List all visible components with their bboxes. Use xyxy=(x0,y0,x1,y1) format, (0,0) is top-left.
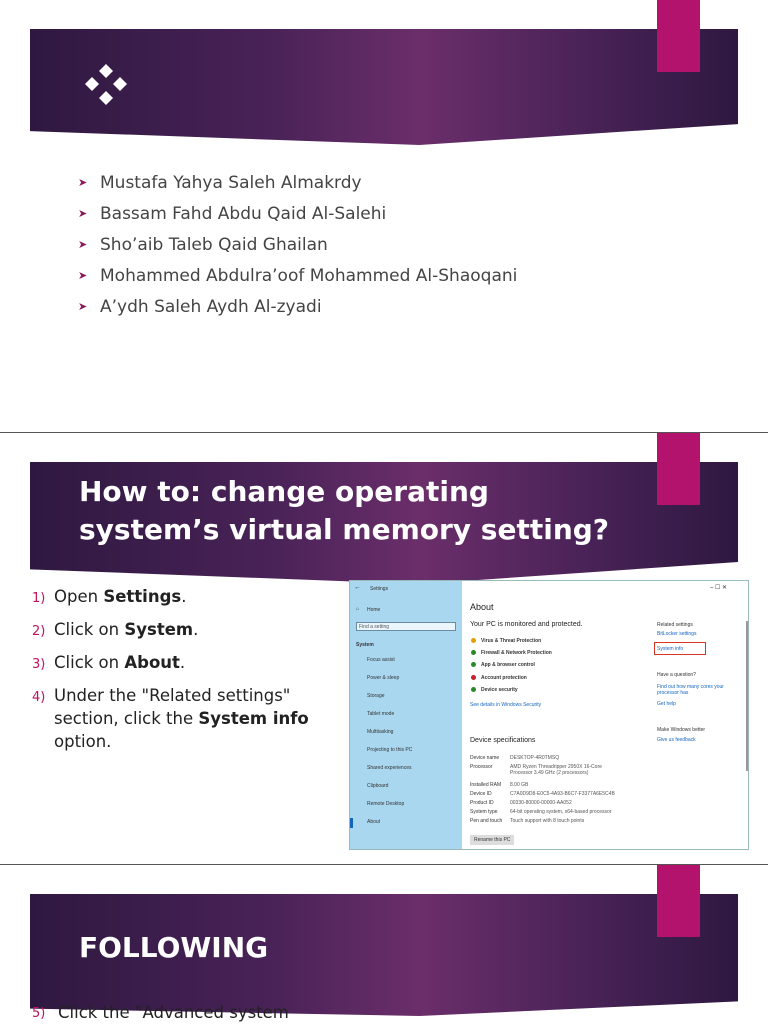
sidebar-item: Storage xyxy=(367,693,385,699)
arrow-bullet-icon: ➤ xyxy=(78,268,88,282)
spec-label: System type xyxy=(470,809,498,815)
arrow-bullet-icon: ➤ xyxy=(78,175,88,189)
list-item xyxy=(78,229,517,260)
rename-pc-label: Rename this PC xyxy=(474,837,511,843)
step-text-part: . xyxy=(181,587,187,606)
step-text xyxy=(54,618,198,643)
step-number: 4) xyxy=(32,690,46,705)
step-bold-term: System xyxy=(124,620,194,639)
spec-label: Product ID xyxy=(470,800,494,806)
error-icon xyxy=(471,675,476,680)
check-icon xyxy=(471,662,476,667)
author-list xyxy=(78,167,517,322)
step-number: 5) xyxy=(32,1006,46,1021)
feedback-link: Give us feedback xyxy=(657,737,696,743)
slide-title-line: How to: change operating xyxy=(79,475,489,508)
author-name: Bassam Fahd Abdu Qaid Al-Salehi xyxy=(100,203,387,224)
spec-value: 8.00 GB xyxy=(510,782,529,788)
spec-label: Pen and touch xyxy=(470,818,503,824)
spec-value: 64-bit operating system, x64-based processor xyxy=(510,809,612,815)
specs-heading: Device specifications xyxy=(470,737,536,744)
sidebar-home: Home xyxy=(367,607,381,613)
step-item xyxy=(32,618,322,643)
check-icon xyxy=(471,687,476,692)
slide-3 xyxy=(0,865,768,1024)
spec-label: Device ID xyxy=(470,791,492,797)
search-placeholder: Find a setting xyxy=(359,624,390,630)
step-text-part: Open xyxy=(54,587,104,606)
settings-window-screenshot xyxy=(349,580,749,850)
step-number: 3) xyxy=(32,657,46,672)
sidebar-item: Power & sleep xyxy=(367,675,400,681)
step-text-part: Under the "Related settings" section, click the xyxy=(54,686,291,728)
back-arrow-icon: ← xyxy=(354,584,361,591)
list-item xyxy=(78,167,517,198)
spec-value: AMD Ryzen Threadripper 2950X 16-Core Processor 3.49 GHz (2 processors) xyxy=(510,764,602,776)
help-link: Find out how many cores your processor has xyxy=(657,684,724,696)
spec-label: Installed RAM xyxy=(470,782,502,788)
security-details-link: See details in Windows Security xyxy=(470,702,542,708)
step-text-part: . xyxy=(193,620,199,639)
slide-title xyxy=(79,473,609,549)
sidebar-item: Remote Desktop xyxy=(367,801,405,807)
step-bold-term: About xyxy=(124,653,180,672)
step-text xyxy=(54,684,322,753)
sidebar-item: About xyxy=(367,819,381,825)
accent-tab xyxy=(657,0,700,72)
arrow-bullet-icon: ➤ xyxy=(78,206,88,220)
step-text xyxy=(54,585,186,610)
step-number: 1) xyxy=(32,591,46,606)
step-item xyxy=(32,684,322,753)
spec-value: Touch support with 8 touch points xyxy=(510,818,585,824)
step-text-part: option. xyxy=(54,732,112,751)
security-item: Firewall & Network Protection xyxy=(481,650,552,656)
security-item: App & browser control xyxy=(481,662,535,668)
question-heading: Have a question? xyxy=(657,672,696,678)
check-icon xyxy=(471,650,476,655)
arrow-bullet-icon: ➤ xyxy=(78,299,88,313)
list-item xyxy=(78,198,517,229)
get-help-link: Get help xyxy=(657,701,676,707)
list-item xyxy=(78,291,517,322)
home-icon: ⌂ xyxy=(356,606,360,612)
author-name: Mustafa Yahya Saleh Almakrdy xyxy=(100,172,362,193)
list-item xyxy=(78,260,517,291)
slide-title-line: system’s virtual memory setting? xyxy=(79,513,610,546)
sidebar-item: Focus assist xyxy=(367,657,395,663)
spec-value: DESKTOP-4R0TMSQ xyxy=(510,755,560,761)
step-list xyxy=(32,585,322,761)
scrollbar xyxy=(746,621,748,771)
sidebar-item: Tablet mode xyxy=(367,711,395,717)
author-name: Mohammed Abdulra’oof Mohammed Al-Shaoqani xyxy=(100,265,518,286)
slide-title: FOLLOWING xyxy=(79,931,269,964)
spec-label: Device name xyxy=(470,755,500,761)
author-name: Sho’aib Taleb Qaid Ghailan xyxy=(100,234,328,255)
related-settings-heading: Related settings xyxy=(657,622,693,628)
selected-indicator xyxy=(350,818,353,828)
security-item: Virus & Threat Protection xyxy=(481,638,542,644)
step-item xyxy=(32,651,322,676)
sidebar-item: Multitasking xyxy=(367,729,394,735)
diamond-cluster-icon xyxy=(84,64,130,106)
spec-label: Processor xyxy=(470,764,493,770)
feedback-heading: Make Windows better xyxy=(657,727,706,733)
sidebar-item: Clipboard xyxy=(367,783,389,789)
step-number: 2) xyxy=(32,624,46,639)
step-bold-term: Settings xyxy=(103,587,182,606)
accent-tab xyxy=(657,865,700,937)
related-link: BitLocker settings xyxy=(657,631,697,637)
step-text-part: Click on xyxy=(54,653,125,672)
warning-icon xyxy=(471,638,476,643)
accent-tab xyxy=(657,433,700,505)
security-item: Account protection xyxy=(481,675,527,681)
sidebar-category: System xyxy=(356,642,374,648)
author-name: A’ydh Saleh Aydh Al-zyadi xyxy=(100,296,322,317)
spec-value: C7A0D9D8-E0C5-4A93-B6C7-F3377A6E5C4B xyxy=(510,791,615,797)
window-controls: – ☐ ✕ xyxy=(710,585,728,591)
about-heading: About xyxy=(470,602,494,612)
arrow-bullet-icon: ➤ xyxy=(78,237,88,251)
title-banner xyxy=(30,29,738,145)
protection-status: Your PC is monitored and protected. xyxy=(470,621,583,628)
step-text: Click the "Advanced system xyxy=(58,1003,289,1022)
window-title: Settings xyxy=(370,586,389,592)
sidebar-item: Shared experiences xyxy=(367,765,412,771)
system-info-link: System info xyxy=(657,646,684,652)
step-text xyxy=(54,651,185,676)
sidebar-item: Projecting to this PC xyxy=(367,747,413,753)
step-text-part: Click on xyxy=(54,620,125,639)
step-text-part: . xyxy=(179,653,186,672)
slide-1 xyxy=(0,0,768,432)
step-bold-term: System info xyxy=(198,709,309,728)
step-item xyxy=(32,1003,289,1022)
security-item: Device security xyxy=(481,687,518,693)
spec-value: 00330-80000-00000-AA052 xyxy=(510,800,572,806)
step-item xyxy=(32,585,322,610)
